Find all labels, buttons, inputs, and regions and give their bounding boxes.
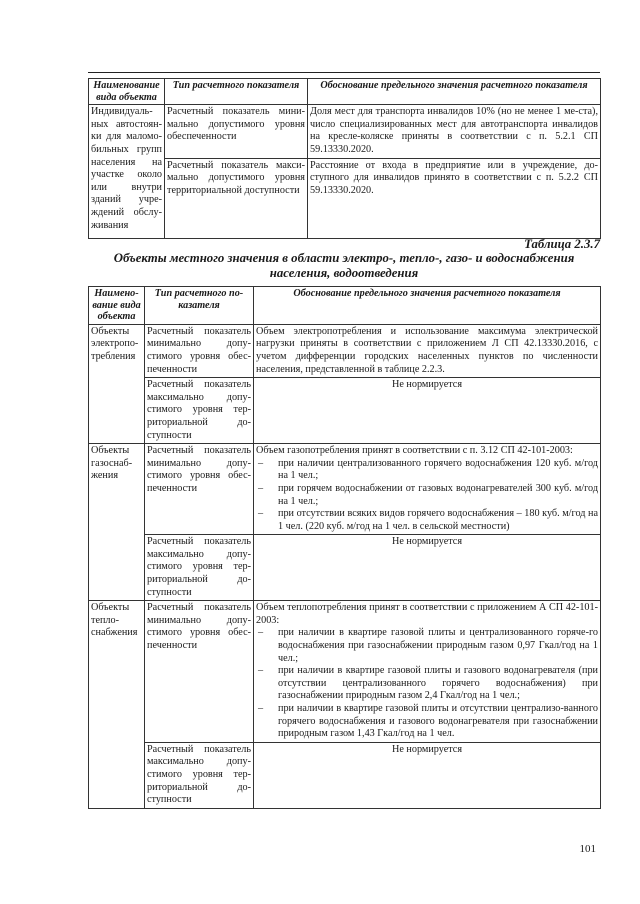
indicator-type-cell: Расчетный показатель минимально допу-стимого уровня обес-печенности xyxy=(145,601,254,743)
header-object-type: Наименование вида объекта xyxy=(89,79,165,105)
table-header-row xyxy=(89,287,601,325)
table-row xyxy=(89,535,601,601)
justification-intro: Объем теплопотребления принят в соответствии с приложением А СП 42-101-2003: xyxy=(256,602,598,626)
table-row xyxy=(89,324,601,377)
table-header-row xyxy=(89,79,601,105)
header-object-type: Наимено-вание вида объекта xyxy=(89,287,145,325)
page-number: 101 xyxy=(579,843,596,855)
indicator-type-cell: Расчетный показатель мини-мально допустимого уровня обеспеченности xyxy=(165,105,308,158)
indicator-type-cell: Расчетный показатель максимально допу-стимого уровня тер-риториальной до-ступности xyxy=(145,535,254,601)
table-number: Таблица 2.3.7 xyxy=(524,237,600,251)
justification-intro: Объем газопотребления принят в соответствии с п. 3.12 СП 42-101-2003: xyxy=(256,445,573,457)
table-row xyxy=(89,444,601,535)
norm-list xyxy=(256,458,598,534)
indicator-type-cell: Расчетный показатель максимально допу-стимого уровня тер-риториальной до-ступности xyxy=(145,378,254,444)
list-item: – при наличии в квартире газовой плиты и газового водонагревателя (при отсутствии централизованного горячего водоснабжения) при газоснабжении природным газом 2,4 Гкал/год на 1 чел.; xyxy=(256,665,598,703)
justification-cell xyxy=(254,601,601,743)
list-item: – при наличии в квартире газовой плиты и отсутствии централизо-ванного горячего водоснабжения и газового водонагревателя при газоснабжении природным газом 1,43 Гкал/год на 1 чел. xyxy=(256,703,598,741)
table-row xyxy=(89,105,601,158)
object-name-cell: Объекты тепло-снабжения xyxy=(89,601,145,809)
object-name-cell: Индивидуаль-ных автостоян-ки для маломо-бильных групп населения на участке около или внутри зданий учре-ждений обслу-живания xyxy=(89,105,165,238)
header-justification: Обоснование предельного значения расчетного показателя xyxy=(308,79,601,105)
header-indicator-type: Тип расчетного показателя xyxy=(165,79,308,105)
justification-cell: Расстояние от входа в предприятие или в учреждение, до-ступного для инвалидов принято в соответствии с п. 5.2.2 СП 59.13330.2020. xyxy=(308,158,601,238)
header-justification: Обоснование предельного значения расчетного показателя xyxy=(254,287,601,325)
indicator-type-cell: Расчетный показатель максимально допу-стимого уровня тер-риториальной до-ступности xyxy=(145,742,254,808)
norm-list xyxy=(256,627,598,740)
list-item: – при наличии централизованного горячего водоснабжения 120 куб. м/год на 1 чел.; xyxy=(256,458,598,483)
not-normalized-cell: Не нормируется xyxy=(254,742,601,808)
top-rule xyxy=(88,72,600,73)
justification-cell xyxy=(254,444,601,535)
list-item: – при отсутствии всяких видов горячего водоснабжения – 180 куб. м/год на 1 чел. (220 куб. м/год на 1 чел. в сельской местности) xyxy=(256,508,598,533)
not-normalized-cell: Не нормируется xyxy=(254,378,601,444)
table-accessible-parking xyxy=(88,78,601,239)
indicator-type-cell: Расчетный показатель макси-мально допустимого уровня территориальной доступности xyxy=(165,158,308,238)
justification-cell: Доля мест для транспорта инвалидов 10% (но не менее 1 ме-ста), число специализированных мест для автотранспорта инвалидов на кресле-коляске приняты в соответствии с п. 5.2.1 СП 59.13330.2020. xyxy=(308,105,601,158)
justification-cell: Объем электропотребления и использование максимума электрической нагрузки приняты в соответствии с приложением Л СП 42.13330.2016, с учетом дифференции городских населенных пунктов по численности населения, представленной в таблице 2.2.3. xyxy=(254,324,601,377)
table-row xyxy=(89,158,601,238)
list-item: – при наличии в квартире газовой плиты и централизованного горяче-го водоснабжения при газоснабжении природным газом 0,97 Гкал/год на 1 чел.; xyxy=(256,627,598,665)
table-title: Объекты местного значения в области электро-, тепло-, газо- и водоснабжения населения, водоотведения xyxy=(113,251,575,280)
object-name-cell: Объекты газоснаб-жения xyxy=(89,444,145,601)
table-row xyxy=(89,742,601,808)
indicator-type-cell: Расчетный показатель минимально допу-стимого уровня обес-печенности xyxy=(145,444,254,535)
not-normalized-cell: Не нормируется xyxy=(254,535,601,601)
list-item: – при горячем водоснабжении от газовых водонагревателей 300 куб. м/год на 1 чел.; xyxy=(256,483,598,508)
table-row xyxy=(89,378,601,444)
table-utilities xyxy=(88,286,601,809)
object-name-cell: Объекты электропо-требления xyxy=(89,324,145,443)
indicator-type-cell: Расчетный показатель минимально допу-стимого уровня обес-печенности xyxy=(145,324,254,377)
header-indicator-type: Тип расчетного по-казателя xyxy=(145,287,254,325)
table-row xyxy=(89,601,601,743)
